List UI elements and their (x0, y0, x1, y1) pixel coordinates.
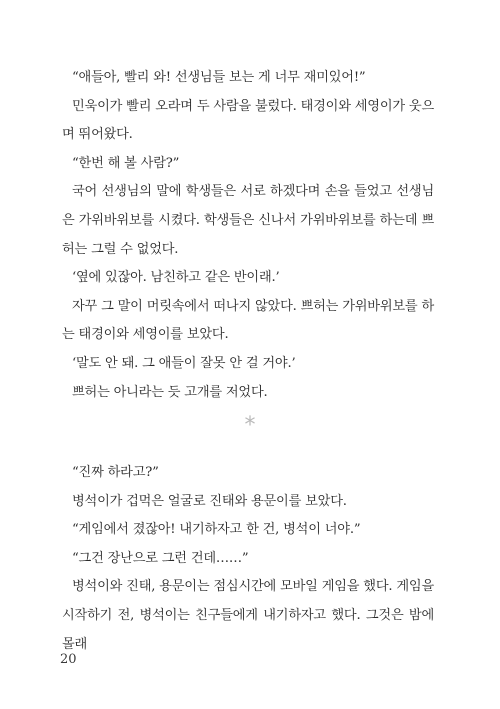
paragraph: 병석이가 겁먹은 얼굴로 진태와 용문이를 보았다. (72, 493, 347, 509)
text-block-top (62, 64, 434, 407)
text-block-bottom (62, 459, 434, 659)
page-number: 20 (60, 652, 77, 667)
paragraph: 민욱이가 빨리 오라며 두 사람을 불렀다. 태경이와 세영이가 웃으며 뛰어왔다. (62, 98, 434, 143)
paragraph: “한번 해 볼 사람?” (72, 155, 180, 171)
paragraph: “애들아, 빨리 와! 선생님들 보는 게 너무 재미있어!” (72, 70, 366, 85)
paragraph: 국어 선생님의 말에 학생들은 서로 하겠다며 손을 들었고 선생님은 가위바위보를 시켰다. 학생들은 신나서 가위바위보를 하는데 쁘허는 그럴 수 없었다. (62, 184, 434, 257)
paragraph: “게임에서 졌잖아! 내기하자고 한 건, 병석이 너야.” (72, 522, 361, 538)
paragraph: 자꾸 그 말이 머릿속에서 떠나지 않았다. 쁘허는 가위바위보를 하는 태경이와 세영이를 보았다. (62, 298, 434, 343)
paragraph: ‘옆에 있잖아. 남친하고 같은 반이래.’ (72, 270, 280, 286)
paragraph: 쁘허는 아니라는 듯 고개를 저었다. (72, 384, 268, 400)
section-divider-asterisk: * (244, 413, 256, 438)
paragraph: ‘말도 안 돼. 그 애들이 잘못 안 걸 거야.’ (72, 355, 296, 371)
paragraph: “진짜 하라고?” (72, 465, 159, 480)
paragraph: “그건 장난으로 그런 건데……” (72, 550, 249, 566)
paragraph: 병석이와 진태, 용문이는 점심시간에 모바일 게임을 했다. 게임을 시작하기 전, 병석이는 친구들에게 내기하자고 했다. 그것은 밤에 몰래 (62, 579, 434, 652)
